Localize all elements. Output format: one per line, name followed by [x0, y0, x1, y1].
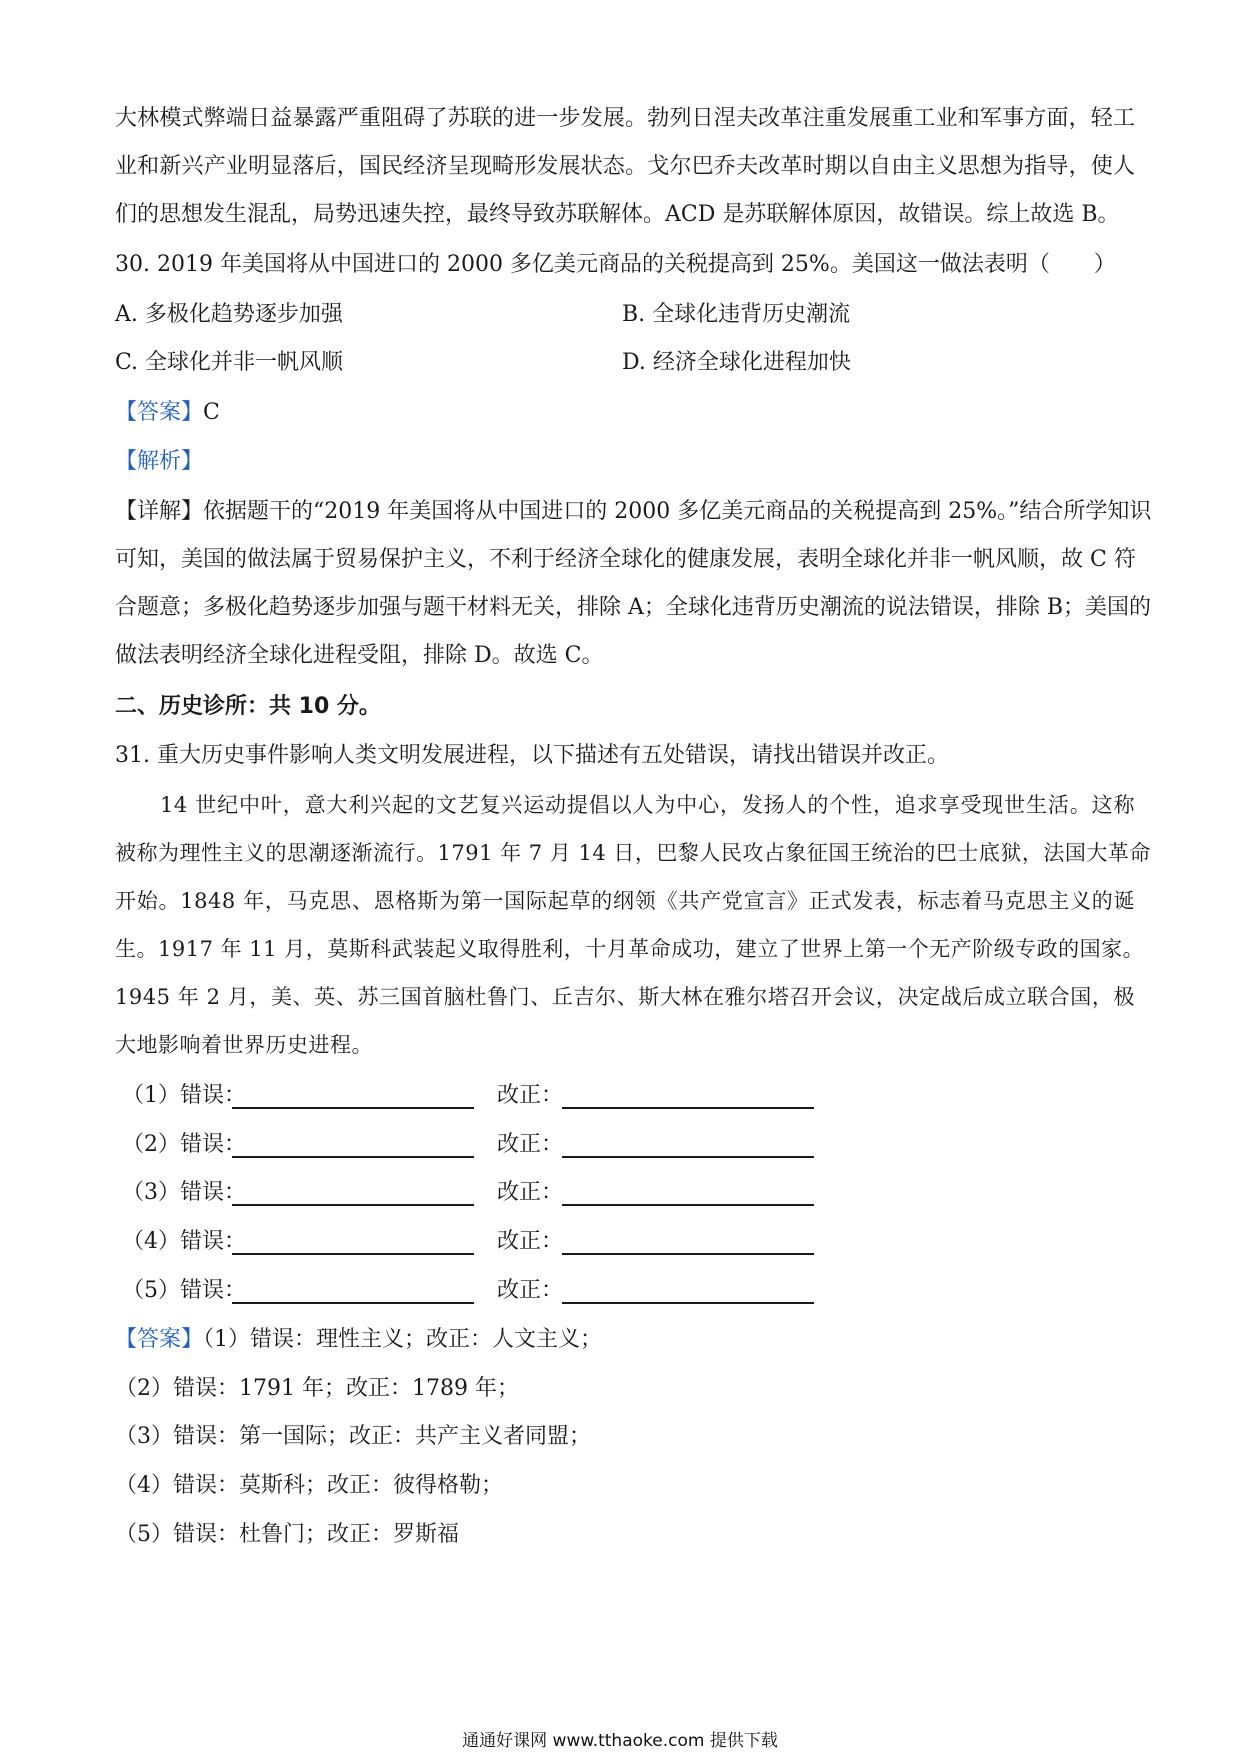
intro-line-1: 大林模式弊端日益暴露严重阻碍了苏联的进一步发展。勃列日涅夫改革注重发展重工业和军事方面，轻工	[115, 106, 1135, 131]
answer-text: （1）错误：理性主义；改正：人文主义；	[203, 1327, 603, 1352]
blank-error-label: （4）错误：	[122, 1229, 246, 1254]
fix-blank-line[interactable]	[562, 1302, 814, 1304]
q31-answer-line-5: （5）错误：杜鲁门；改正：罗斯福	[115, 1522, 459, 1547]
q30-detail-line-3: 合题意；多极化趋势逐步加强与题干材料无关，排除 A；全球化违背历史潮流的说法错误，排除 B；美国的	[115, 595, 1152, 620]
q30-option-c: C. 全球化并非一帆风顺	[115, 350, 344, 375]
fix-blank-line[interactable]	[562, 1107, 814, 1109]
footer-text: 通通好课网 www.tthaoke.com 提供下载	[462, 1731, 778, 1751]
intro-line-3: 们的思想发生混乱，局势迅速失控，最终导致苏联解体。ACD 是苏联解体原因，故错误。综上故选 B。	[115, 202, 1120, 227]
q31-answer-line-1	[115, 1325, 602, 1355]
error-blank-line[interactable]	[232, 1204, 474, 1206]
blank-error-label: （1）错误：	[122, 1083, 246, 1108]
q31-passage-line-3: 开始。1848 年，马克思、恩格斯为第一国际起草的纲领《共产党宣言》正式发表，标志着马克思主义的诞	[115, 889, 1135, 913]
q31-passage-line-2: 被称为理性主义的思潮逐渐流行。1791 年 7 月 14 日，巴黎人民攻占象征国王统治的巴士底狱，法国大革命	[115, 841, 1151, 865]
blank-error-label: （5）错误：	[122, 1278, 246, 1303]
error-blank-line[interactable]	[232, 1253, 474, 1255]
fix-blank-line[interactable]	[562, 1204, 814, 1206]
q31-answer-line-4: （4）错误：莫斯科；改正：彼得格勒；	[115, 1473, 503, 1498]
q31-passage-line-1: 14 世纪中叶，意大利兴起的文艺复兴运动提倡以人为中心，发扬人的个性，追求享受现世生活。这称	[160, 793, 1135, 817]
answer-value: C	[203, 400, 220, 425]
q30-detail-line-4: 做法表明经济全球化进程受阻，排除 D。故选 C。	[115, 643, 604, 668]
error-blank-line[interactable]	[232, 1156, 474, 1158]
answer-tag: 【答案】	[115, 1327, 204, 1352]
q30-detail-line-1	[115, 497, 1152, 527]
q31-answer-line-2: （2）错误：1791 年；改正：1789 年；	[115, 1376, 519, 1401]
q31-passage-line-4: 生。1917 年 11 月，莫斯科武装起义取得胜利，十月革命成功，建立了世界上第一个无产阶级专政的国家。	[115, 937, 1145, 961]
detail-tag: 【详解】	[115, 499, 204, 524]
fix-blank-line[interactable]	[562, 1156, 814, 1158]
error-blank-line[interactable]	[232, 1302, 474, 1304]
blank-error-label: （3）错误：	[122, 1180, 246, 1205]
section-heading: 二、历史诊所：共 10 分。	[115, 694, 381, 719]
intro-line-2: 业和新兴产业明显落后，国民经济呈现畸形发展状态。戈尔巴乔夫改革时期以自由主义思想为指导，使人	[115, 154, 1135, 179]
detail-text-1: 依据题干的“2019 年美国将从中国进口的 2000 多亿美元商品的关税提高到 25%。”结合所学知识	[203, 499, 1152, 524]
q31-stem: 31. 重大历史事件影响人类文明发展进程，以下描述有五处错误，请找出错误并改正。	[115, 743, 949, 768]
q30-stem: 30. 2019 年美国将从中国进口的 2000 多亿美元商品的关税提高到 25%。美国这一做法表明（ ）	[115, 252, 1116, 277]
blank-fix-label: 改正：	[497, 1083, 564, 1108]
q31-answer-line-3: （3）错误：第一国际；改正：共产主义者同盟；	[115, 1424, 591, 1449]
q30-option-d: D. 经济全球化进程加快	[622, 350, 851, 375]
blank-fix-label: 改正：	[497, 1229, 564, 1254]
q31-passage-line-6: 大地影响着世界历史进程。	[115, 1033, 373, 1057]
q30-option-b: B. 全球化违背历史潮流	[622, 302, 851, 327]
blank-fix-label: 改正：	[497, 1180, 564, 1205]
analysis-tag: 【解析】	[115, 449, 204, 474]
q30-detail-line-2: 可知，美国的做法属于贸易保护主义，不利于经济全球化的健康发展，表明全球化并非一帆风顺，故 C 符	[115, 547, 1136, 572]
q30-option-a: A. 多极化趋势逐步加强	[115, 302, 343, 327]
answer-tag: 【答案】	[115, 400, 204, 425]
q30-answer	[115, 398, 220, 428]
blank-fix-label: 改正：	[497, 1132, 564, 1157]
q31-passage-line-5: 1945 年 2 月，美、英、苏三国首脑杜鲁门、丘吉尔、斯大林在雅尔塔召开会议，决定战后成立联合国，极	[115, 985, 1135, 1009]
blank-error-label: （2）错误：	[122, 1132, 246, 1157]
blank-fix-label: 改正：	[497, 1278, 564, 1303]
fix-blank-line[interactable]	[562, 1253, 814, 1255]
error-blank-line[interactable]	[232, 1107, 474, 1109]
q30-analysis	[115, 447, 203, 477]
